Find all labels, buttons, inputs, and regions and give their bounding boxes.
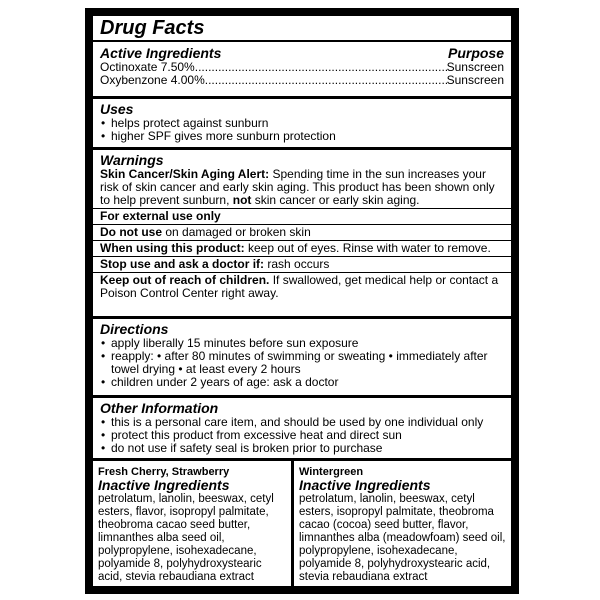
list-item: • do not use if safety seal is broken prior to purchase	[100, 442, 504, 455]
inactive-ingredients-wintergreen	[294, 461, 511, 586]
divider	[93, 40, 511, 42]
inactive-ingredients-list: petrolatum, lanolin, beeswax, cetyl esters, isopropyl palmitate, theobroma cacao (cocoa) seed butter, flavor, limnanthes alba (meadowfoam) seed oil, polypropylene, isohexadecane, polyamide 8, polyhydroxystearic acid, stevia rebaudiana extract	[299, 493, 506, 583]
ingredient-name: Oxybenzone 4.00%	[100, 73, 205, 87]
when-using-warning: When using this product: keep out of eyes. Rinse with water to remove.	[100, 241, 491, 255]
list-item: • children under 2 years of age: ask a doctor	[100, 376, 504, 389]
warnings-heading: Warnings	[100, 152, 164, 168]
uses-section	[93, 99, 511, 147]
ingredient-name: Octinoxate 7.50%	[100, 60, 195, 74]
directions-section	[93, 319, 511, 395]
list-item: • helps protect against sunburn	[100, 117, 504, 130]
flavor-label: Fresh Cherry, Strawberry	[98, 466, 230, 478]
list-item: • apply liberally 15 minutes before sun exposure	[100, 337, 504, 350]
directions-heading: Directions	[100, 321, 169, 337]
list-item: • higher SPF gives more sunburn protection	[100, 130, 504, 143]
flavor-label: Wintergreen	[299, 466, 364, 478]
other-information-heading: Other Information	[100, 400, 219, 416]
ingredient-purpose: Sunscreen	[446, 73, 504, 87]
purpose-heading: Purpose	[447, 45, 504, 61]
list-item: • protect this product from excessive heat and direct sun	[100, 429, 504, 442]
active-ingredients-heading: Active Ingredients	[100, 45, 222, 61]
uses-heading: Uses	[100, 101, 134, 117]
alert-label: Skin Cancer/Skin Aging Alert:	[100, 167, 270, 181]
ingredient-purpose: Sunscreen	[446, 60, 504, 74]
do-not-use-warning: Do not use on damaged or broken skin	[100, 225, 311, 239]
list-item: • reapply: • after 80 minutes of swimming or sweating • immediately after towel drying • at least every 2 hours	[100, 350, 504, 376]
drug-facts-title: Drug Facts	[100, 17, 205, 39]
inactive-ingredients-list: petrolatum, lanolin, beeswax, cetyl esters, flavor, isopropyl palmitate, theobroma cacao seed butter, limnanthes alba seed oil, polypropylene, isohexadecane, polyamide 8, polyhydroxystearic acid, stevia rebaudiana extract	[98, 493, 274, 583]
keep-out-of-reach-warning: Keep out of reach of children. If swallowed, get medical help or contact a Poison Control Center right away.	[100, 273, 499, 300]
external-use-label: For external use only	[100, 209, 221, 223]
stop-use-warning: Stop use and ask a doctor if: rash occurs	[100, 257, 330, 271]
list-item: • this is a personal care item, and should be used by one individual only	[100, 416, 504, 429]
active-ingredient-row	[100, 74, 504, 87]
leader-dots	[205, 74, 447, 87]
leader-dots	[195, 61, 447, 74]
active-ingredients-section	[93, 16, 511, 96]
warnings-section	[93, 150, 511, 316]
inactive-ingredients-heading: Inactive Ingredients	[299, 477, 431, 493]
skin-cancer-alert: Skin Cancer/Skin Aging Alert: Spending time in the sun increases your risk of skin cancer and early skin aging. This product has been shown only to help prevent sunburn, not skin cancer or early skin aging.	[100, 167, 495, 207]
inactive-ingredients-heading: Inactive Ingredients	[98, 477, 230, 493]
inactive-ingredients-cherry	[93, 461, 291, 586]
drug-facts-panel	[85, 8, 519, 594]
other-information-section	[93, 398, 511, 458]
